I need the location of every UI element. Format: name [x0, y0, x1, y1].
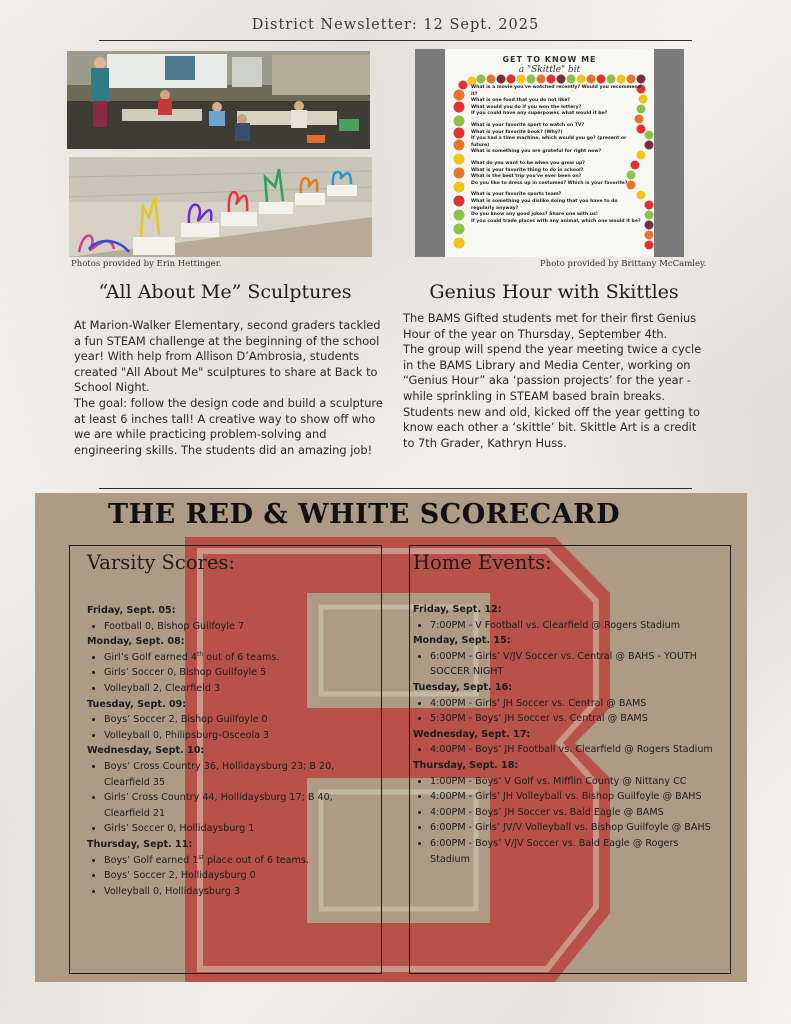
score-item: • Football 0, Bishop Guilfoyle 7: [104, 619, 372, 635]
score-item: • Boys’ Cross Country 36, Hollidaysburg 23; B 20, Clearfield 35: [104, 759, 372, 790]
poster-question: If you had a time machine, which would you go? (present or future): [471, 136, 627, 148]
event-item: • 6:00PM - Girls’ JV/V Volleyball vs. Bishop Guilfoyle @ BAHS: [430, 820, 713, 836]
score-item: • Volleyball 0, Hollidaysburg 3: [104, 884, 372, 900]
event-item: • 4:00PM - Boys’ JH Football vs. Clearfield @ Rogers Stadium: [430, 742, 713, 758]
event-item: • 4:00PM - Girls’ JH Soccer vs. Central @ BAMS: [430, 696, 713, 712]
home-events-list: [413, 602, 713, 867]
poster-question: What is your favorite thing to do in school?: [471, 167, 584, 173]
poster-question: What is your favorite sport to watch on TV?: [471, 122, 585, 128]
left-photo-caption: Photos provided by Erin Hettinger.: [71, 259, 222, 269]
right-article-paragraph: Students new and old, kicked off the year getting to know each other a ‘skittle’ bit. Skittle Art is a credit to 7th Grader, Kathryn Huss.: [403, 404, 700, 450]
day-heading: Wednesday, Sept. 10:: [87, 745, 205, 757]
header-divider: [99, 40, 692, 41]
scorecard-title: THE RED & WHITE SCORECARD: [108, 499, 621, 530]
score-item: • Girls’ Soccer 0, Bishop Guilfoyle 5: [104, 665, 372, 681]
varsity-heading: Varsity Scores:: [87, 551, 235, 574]
right-article-body: [403, 311, 705, 451]
day-heading: Thursday, Sept. 18:: [413, 759, 519, 771]
left-article-body: [74, 318, 388, 458]
poster-subtitle: a "Skittle" bit: [518, 65, 581, 75]
score-item: • Boys’ Golf earned 1st place out of 6 teams.: [104, 853, 372, 869]
event-item: • 6:00PM - Girls’ V/JV Soccer vs. Central @ BAHS - YOUTH SOCCER NIGHT: [430, 649, 713, 680]
day-heading: Tuesday, Sept. 09:: [87, 698, 187, 710]
poster-question: If you could have any superpower, what would it be?: [471, 111, 608, 117]
day-heading: Wednesday, Sept. 17:: [413, 728, 531, 740]
home-events-heading: Home Events:: [413, 551, 552, 574]
poster-question: What is one food that you do not like?: [471, 98, 570, 104]
day-heading: Friday, Sept. 12:: [413, 604, 502, 615]
varsity-scores-list: [87, 603, 372, 899]
poster-question: What is the best trip you've ever been on?: [471, 174, 582, 180]
day-heading: Thursday, Sept. 11:: [87, 838, 193, 850]
score-item: • Boys’ Soccer 2, Bishop Guilfoyle 0: [104, 712, 372, 728]
score-item: • Girls’ Cross Country 44, Hollidaysburg 17; B 40, Clearfield 21: [104, 790, 372, 821]
newsletter-title: District Newsletter: 12 Sept. 2025: [251, 17, 540, 33]
poster-title: GET TO KNOW ME: [502, 55, 597, 64]
left-article-paragraph: At Marion-Walker Elementary, second graders tackled a fun STEAM challenge at the beginning of the school year! With help from Allison D’Ambrosia, students created "All About Me" sculptures to share at Back to School Night.: [74, 318, 381, 395]
poster-question: What is something you dislike doing that you have to do regularly anyway?: [471, 198, 618, 211]
left-article-paragraph: The goal: follow the design code and build a sculpture at least 6 inches tall! A creative way to show off who we are while practicing problem-solving and engineering skills. The students did an amazing job!: [74, 395, 383, 457]
poster-question: What is your favorite book? (Why?): [471, 129, 563, 135]
right-article-paragraph: The group will spend the year meeting twice a cycle in the BAMS Library and Media Center, working on “Genius Hour” aka ‘passion projects’ for the year - while sprinkling in STEAM based brain breaks.: [403, 342, 702, 403]
score-item: • Boys’ Soccer 2, Hollidaysburg 0: [104, 868, 372, 884]
poster-question: If you could trade places with any animal, which one would it be?: [471, 218, 641, 224]
event-item: • 5:30PM - Boys’ JH Soccer vs. Central @ BAMS: [430, 711, 713, 727]
event-item: • 4:00PM - Girls’ JH Volleyball vs. Bishop Guilfoyle @ BAHS: [430, 789, 713, 805]
poster-question: What would you do if you won the lottery?: [471, 104, 582, 110]
left-article-title: “All About Me” Sculptures: [98, 281, 352, 303]
score-item: • Volleyball 0, Philipsburg-Osceola 3: [104, 728, 372, 744]
event-item: • 7:00PM - V Football vs. Clearfield @ Rogers Stadium: [430, 618, 713, 634]
poster-questions: [471, 85, 641, 225]
poster-question: What is your favorite sports team?: [471, 192, 562, 198]
classroom-photo: [67, 51, 370, 149]
right-article-title: Genius Hour with Skittles: [429, 281, 679, 303]
event-item: • 1:00PM - Boys’ V Golf vs. Mifflin County @ Nittany CC: [430, 774, 713, 790]
right-photo-caption: Photo provided by Brittany McCamley.: [540, 259, 707, 269]
day-heading: Friday, Sept. 05:: [87, 605, 176, 616]
poster-question: Do you know any good jokes? Share one with us!: [471, 212, 598, 218]
poster-question: Do you like to dress up in costumes? Which is your favorite?: [471, 180, 628, 186]
score-item: • Girl’s Golf earned 4th out of 6 teams.: [104, 650, 372, 666]
poster-question: What is something you are grateful for right now?: [471, 149, 602, 155]
skittles-poster: [445, 49, 654, 257]
skittles-poster-photo: [415, 49, 684, 257]
sculptures-photo: [69, 157, 372, 257]
event-item: • 6:00PM - Boys’ V/JV Soccer vs. Bald Eagle @ Rogers Stadium: [430, 836, 713, 867]
section-divider: [99, 488, 692, 489]
event-item: • 4:00PM - Boys’ JH Soccer vs. Bald Eagle @ BAMS: [430, 805, 713, 821]
score-item: • Volleyball 2, Clearfield 3: [104, 681, 372, 697]
score-item: • Girls’ Soccer 0, Hollidaysburg 1: [104, 821, 372, 837]
poster-question: What is a movie you've watched recently? Would you recommend it?: [471, 85, 641, 97]
poster-question: What do you want to be when you grow up?: [471, 160, 585, 166]
day-heading: Tuesday, Sept. 16:: [413, 681, 513, 693]
right-article-paragraph: The BAMS Gifted students met for their first Genius Hour of the year on Thursday, September 4th.: [403, 311, 697, 341]
day-heading: Monday, Sept. 08:: [87, 636, 185, 648]
day-heading: Monday, Sept. 15:: [413, 635, 511, 647]
